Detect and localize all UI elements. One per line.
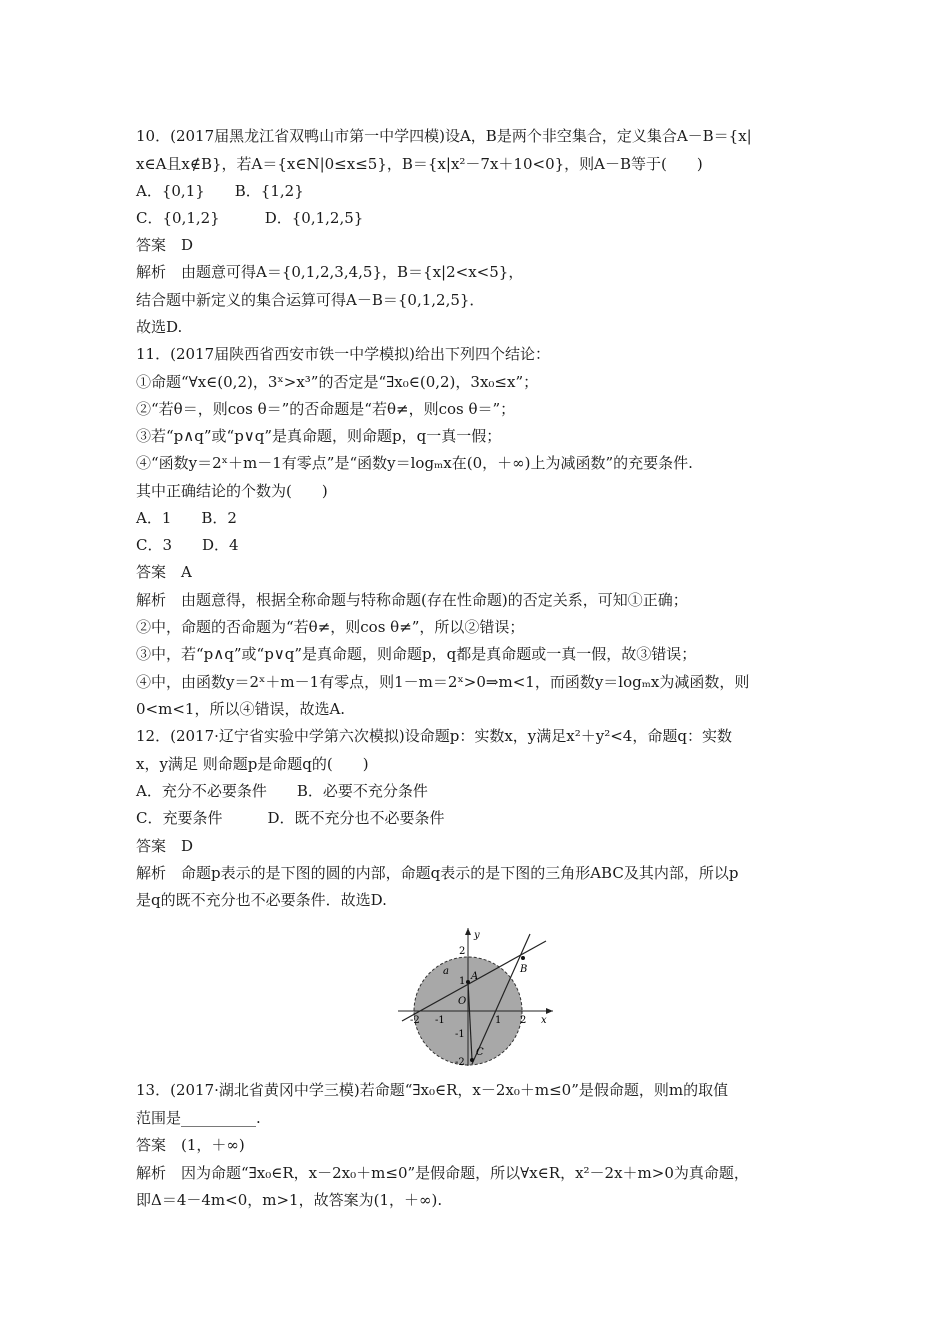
y-tick-1: 1 [459,976,466,987]
x-tick-1: 1 [495,1015,502,1026]
y-axis-label: y [474,930,480,941]
text-line: x∈A且x∉B}，若A＝{x∈N|0≤x≤5}，B＝{x|x²－7x＋10<0}，则A－B等于( ) [136,155,703,173]
text-line: 范围是__________. [136,1109,261,1127]
text-line: 解析 命题p表示的是下图的圆的内部，命题q表示的是下图的三角形ABC及其内部，所以p [136,864,739,882]
text-line: 10．(2017届黑龙江省双鸭山市第一中学四模)设A，B是两个非空集合，定义集合A－B＝{x| [136,127,752,145]
text-line: 解析 由题意得，根据全称命题与特称命题(存在性命题)的否定关系，可知①正确； [136,591,688,609]
text-line: 答案 D [136,837,194,855]
text-line: 11．(2017届陕西省西安市铁一中学模拟)给出下列四个结论： [136,345,550,363]
x-tick-2: 2 [520,1015,527,1026]
origin-label: O [458,996,467,1007]
text-line: ②中，命题的否命题为“若θ≠，则cos θ≠”，所以②错误； [136,618,525,636]
text-line: 即Δ＝4－4m<0，m>1，故答案为(1，＋∞). [136,1191,443,1209]
y-axis-arrow [465,928,471,935]
text-line: ③若“p∧q”或“p∨q”是真命题，则命题p，q一真一假； [136,427,502,445]
text-line: 答案 (1，＋∞) [136,1136,245,1154]
x-tick-neg1: -1 [435,1015,445,1026]
text-line: 答案 D [136,236,194,254]
text-line: 12．(2017·辽宁省实验中学第六次模拟)设命题p：实数x，y满足x²＋y²<4，命题q：实数 [136,727,732,745]
text-line: 13．(2017·湖北省黄冈中学三模)若命题“∃x₀∈R，x－2x₀＋m≤0”是假命题，则m的取值 [136,1081,729,1099]
text-line: 是q的既不充分也不必要条件．故选D. [136,891,387,909]
y-tick-2: 2 [459,946,466,957]
text-line: 0<m<1，所以④错误，故选A. [136,700,346,718]
y-tick-neg1: -1 [455,1029,465,1040]
text-line: A．1 B．2 [136,509,237,527]
point-b-label: B [520,964,528,975]
text-line: ③中，若“p∧q”或“p∨q”是真命题，则命题p，q都是真命题或一真一假，故③错误； [136,645,697,663]
point-a-label: A [471,971,479,982]
text-line: C．充要条件 D．既不充分也不必要条件 [136,809,445,827]
point-c-label: C [476,1047,484,1058]
circle-triangle-figure [398,926,558,1066]
text-line: ④“函数y＝2ˣ＋m－1有零点”是“函数y＝logₘx在(0，＋∞)上为减函数”的充要条件. [136,454,693,472]
x-axis-label: x [541,1015,547,1026]
text-line: ④中，由函数y＝2ˣ＋m－1有零点，则1－m＝2ˣ>0⇒m<1，而函数y＝logₘx为减函数，则 [136,673,750,691]
text-line: A．充分不必要条件 B．必要不充分条件 [136,782,428,800]
text-line: A．{0,1} B．{1,2} [136,182,304,200]
text-line: 解析 由题意可得A＝{0,1,2,3,4,5}，B＝{x|2<x<5}， [136,263,524,281]
text-line: 结合题中新定义的集合运算可得A－B＝{0,1,2,5}． [136,291,485,309]
text-line: 其中正确结论的个数为( ) [136,482,328,500]
text-line: ②“若θ＝，则cos θ＝”的否命题是“若θ≠，则cos θ＝”； [136,400,516,418]
line-a-label: a [443,966,449,977]
x-tick-neg2: -2 [410,1015,420,1026]
text-line: ①命题“∀x∈(0,2)，3ˣ>x³”的否定是“∃x₀∈(0,2)，3x₀≤x”； [136,373,539,391]
text-line: 答案 A [136,563,192,581]
text-line: 解析 因为命题“∃x₀∈R，x－2x₀＋m≤0”是假命题，所以∀x∈R，x²－2x＋m>0为真命题， [136,1164,749,1182]
x-axis-arrow [546,1008,553,1014]
text-line: 故选D. [136,318,183,336]
point-b [521,956,525,960]
point-a [466,980,470,984]
text-line: C．{0,1,2} D．{0,1,2,5} [136,209,364,227]
text-line: C．3 D．4 [136,536,239,554]
text-line: x，y满足 则命题p是命题q的( ) [136,755,369,773]
point-c [470,1058,474,1062]
y-tick-neg2: -2 [455,1057,465,1066]
